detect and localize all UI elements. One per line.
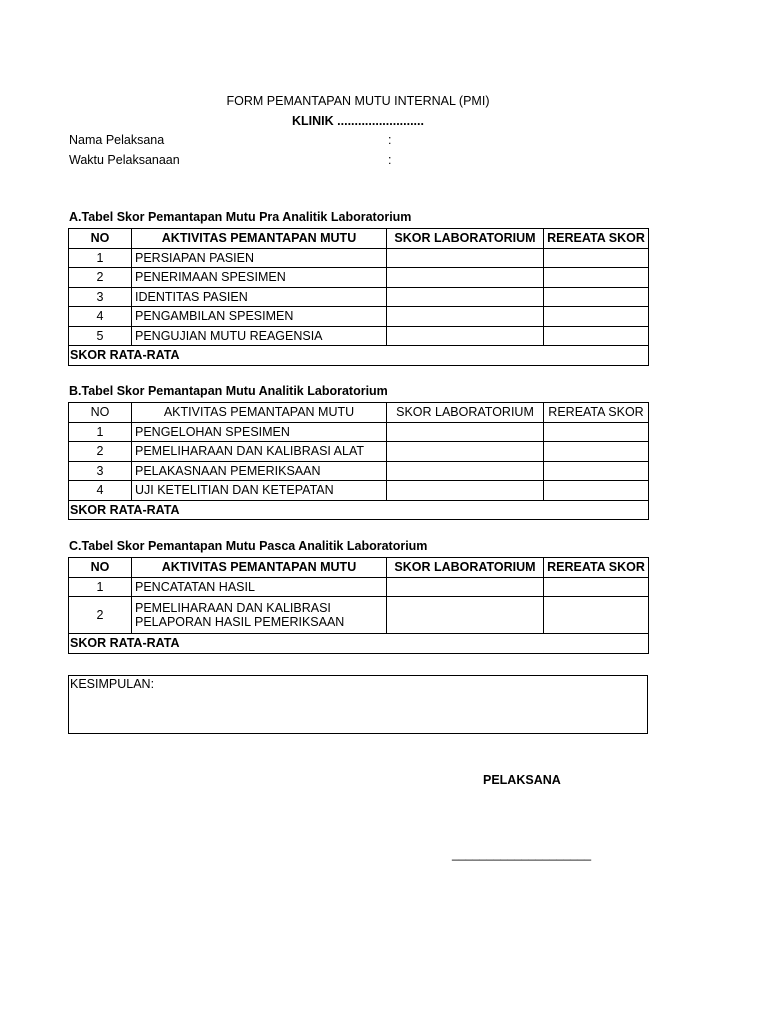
table-c-title: C.Tabel Skor Pemantapan Mutu Pasca Analitik Laboratorium xyxy=(69,539,428,553)
row-no: 5 xyxy=(69,326,132,346)
executor-name-label: Nama Pelaksana xyxy=(69,133,165,147)
table-row xyxy=(69,248,649,268)
table-row xyxy=(69,268,649,288)
header-activity: AKTIVITAS PEMANTAPAN MUTU xyxy=(132,403,387,423)
clinic-name: KLINIK ......................... xyxy=(292,114,424,128)
average-score-cell[interactable] xyxy=(544,597,649,634)
header-no: NO xyxy=(69,558,132,578)
table-row xyxy=(69,577,649,597)
row-activity: UJI KETELITIAN DAN KETEPATAN xyxy=(132,481,387,501)
total-label: SKOR RATA-RATA xyxy=(69,346,649,366)
average-score-cell[interactable] xyxy=(544,287,649,307)
total-row xyxy=(69,634,649,654)
lab-score-cell[interactable] xyxy=(387,577,544,597)
row-activity-line1: PEMELIHARAAN DAN KALIBRASI xyxy=(135,601,331,615)
executor-name-colon: : xyxy=(388,133,392,147)
table-a-title: A.Tabel Skor Pemantapan Mutu Pra Analitik Laboratorium xyxy=(69,210,412,224)
table-header-row xyxy=(69,558,649,578)
header-no: NO xyxy=(69,229,132,249)
lab-score-cell[interactable] xyxy=(387,597,544,634)
table-header-row xyxy=(69,229,649,249)
header-average-score: REREATA SKOR xyxy=(544,558,649,578)
average-score-cell[interactable] xyxy=(544,268,649,288)
row-no: 4 xyxy=(69,481,132,501)
row-no: 2 xyxy=(69,597,132,634)
average-score-cell[interactable] xyxy=(544,422,649,442)
row-activity: PEMELIHARAAN DAN KALIBRASI ALAT xyxy=(132,442,387,462)
header-lab-score: SKOR LABORATORIUM xyxy=(387,229,544,249)
row-activity: PENGAMBILAN SPESIMEN xyxy=(132,307,387,327)
form-title: FORM PEMANTAPAN MUTU INTERNAL (PMI) xyxy=(226,94,490,108)
table-a xyxy=(68,228,649,366)
average-score-cell[interactable] xyxy=(544,326,649,346)
row-no: 1 xyxy=(69,577,132,597)
header-lab-score: SKOR LABORATORIUM xyxy=(387,403,544,423)
row-activity: PERSIAPAN PASIEN xyxy=(132,248,387,268)
row-activity: PELAKASNAAN PEMERIKSAAN xyxy=(132,461,387,481)
table-row xyxy=(69,326,649,346)
row-no: 1 xyxy=(69,422,132,442)
lab-score-cell[interactable] xyxy=(387,481,544,501)
lab-score-cell[interactable] xyxy=(387,442,544,462)
total-label: SKOR RATA-RATA xyxy=(69,634,649,654)
row-activity xyxy=(132,597,387,634)
total-label: SKOR RATA-RATA xyxy=(69,500,649,520)
lab-score-cell[interactable] xyxy=(387,268,544,288)
executor-signature-title: PELAKSANA xyxy=(483,773,561,787)
table-row xyxy=(69,481,649,501)
table-c xyxy=(68,557,649,654)
row-no: 1 xyxy=(69,248,132,268)
row-no: 2 xyxy=(69,442,132,462)
header-activity: AKTIVITAS PEMANTAPAN MUTU xyxy=(132,558,387,578)
total-row xyxy=(69,346,649,366)
total-row xyxy=(69,500,649,520)
lab-score-cell[interactable] xyxy=(387,307,544,327)
table-row xyxy=(69,597,649,634)
table-header-row xyxy=(69,403,649,423)
lab-score-cell[interactable] xyxy=(387,248,544,268)
lab-score-cell[interactable] xyxy=(387,461,544,481)
header-average-score: REREATA SKOR xyxy=(544,403,649,423)
lab-score-cell[interactable] xyxy=(387,326,544,346)
table-row xyxy=(69,442,649,462)
conclusion-label: KESIMPULAN: xyxy=(70,677,155,691)
row-activity: PENGUJIAN MUTU REAGENSIA xyxy=(132,326,387,346)
row-activity: PENERIMAAN SPESIMEN xyxy=(132,268,387,288)
row-no: 4 xyxy=(69,307,132,327)
execution-time-colon: : xyxy=(388,153,392,167)
conclusion-box[interactable] xyxy=(68,675,648,734)
average-score-cell[interactable] xyxy=(544,481,649,501)
header-activity: AKTIVITAS PEMANTAPAN MUTU xyxy=(132,229,387,249)
average-score-cell[interactable] xyxy=(544,307,649,327)
lab-score-cell[interactable] xyxy=(387,287,544,307)
average-score-cell[interactable] xyxy=(544,442,649,462)
row-activity: PENGELOHAN SPESIMEN xyxy=(132,422,387,442)
lab-score-cell[interactable] xyxy=(387,422,544,442)
header-average-score: REREATA SKOR xyxy=(544,229,649,249)
average-score-cell[interactable] xyxy=(544,461,649,481)
average-score-cell[interactable] xyxy=(544,577,649,597)
header-lab-score: SKOR LABORATORIUM xyxy=(387,558,544,578)
signature-line: ____________________ xyxy=(452,847,592,861)
table-row xyxy=(69,461,649,481)
row-no: 3 xyxy=(69,287,132,307)
table-row xyxy=(69,287,649,307)
table-row xyxy=(69,422,649,442)
table-b xyxy=(68,402,649,520)
table-b-title: B.Tabel Skor Pemantapan Mutu Analitik Laboratorium xyxy=(69,384,388,398)
header-no: NO xyxy=(69,403,132,423)
row-activity-line2: PELAPORAN HASIL PEMERIKSAAN xyxy=(135,615,345,629)
row-no: 3 xyxy=(69,461,132,481)
average-score-cell[interactable] xyxy=(544,248,649,268)
row-activity: IDENTITAS PASIEN xyxy=(132,287,387,307)
table-row xyxy=(69,307,649,327)
execution-time-label: Waktu Pelaksanaan xyxy=(69,153,180,167)
row-activity: PENCATATAN HASIL xyxy=(132,577,387,597)
row-no: 2 xyxy=(69,268,132,288)
